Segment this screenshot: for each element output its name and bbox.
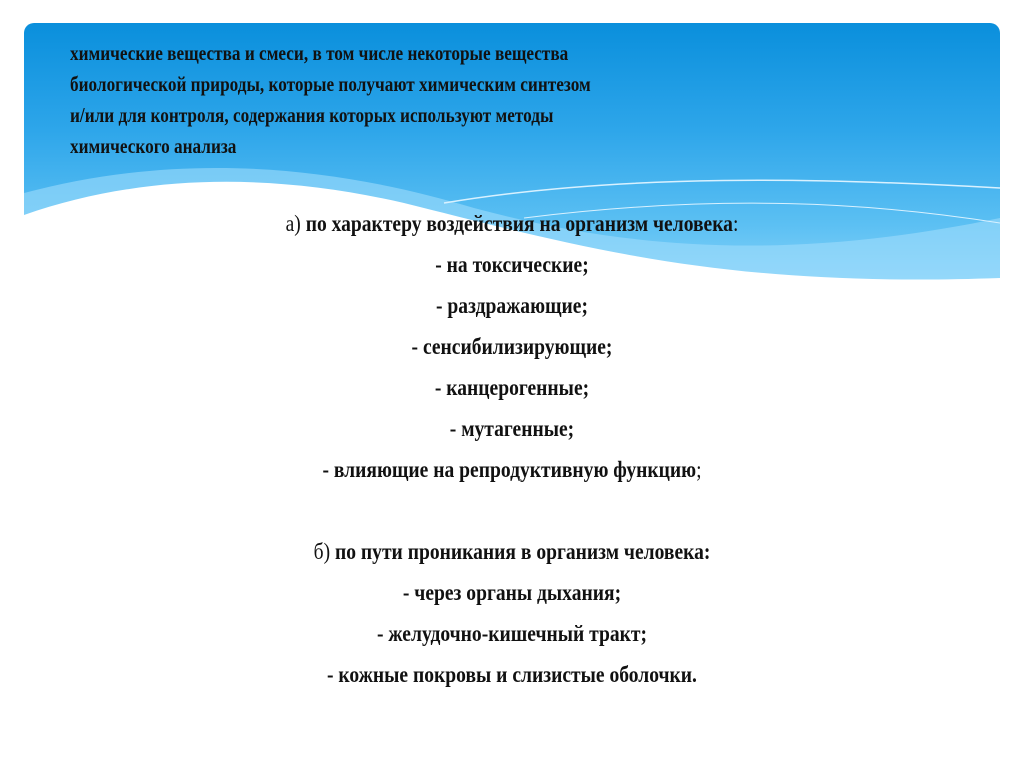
section-b-heading	[77, 531, 947, 572]
spacer	[77, 490, 947, 531]
list-item: - желудочно-кишечный тракт;	[376, 621, 648, 646]
section-b-prefix: б)	[313, 539, 331, 564]
title-line: и/или для контроля, содержания которых используют методы	[70, 103, 554, 127]
list-item: - канцерогенные;	[434, 375, 590, 400]
section-b-heading-text: по пути проникания в организм человека:	[330, 539, 711, 564]
list-item: - мутагенные;	[449, 416, 575, 441]
slide-title	[70, 38, 775, 162]
list-item: - кожные покровы и слизистые оболочки.	[327, 662, 697, 687]
list-item: - сенсибилизирующие;	[411, 334, 613, 359]
section-a-heading	[77, 203, 947, 244]
section-a-suffix: :	[732, 211, 739, 236]
list-item-text: - влияющие на репродуктивную функцию	[322, 457, 697, 482]
slide-body	[0, 203, 1024, 695]
list-item: - через органы дыхания;	[402, 580, 622, 605]
list-item-suffix: ;	[696, 457, 702, 482]
section-a-heading-text: по характеру воздействия на организм человека	[300, 211, 733, 236]
list-item: - раздражающие;	[436, 293, 588, 318]
list-item: - на токсические;	[435, 252, 589, 277]
title-line: химического анализа	[70, 134, 237, 158]
title-line: биологической природы, которые получают химическим синтезом	[70, 72, 591, 96]
title-line: химические вещества и смеси, в том числе некоторые вещества	[70, 41, 569, 65]
list-item	[77, 449, 947, 490]
section-a-prefix: а)	[285, 211, 301, 236]
